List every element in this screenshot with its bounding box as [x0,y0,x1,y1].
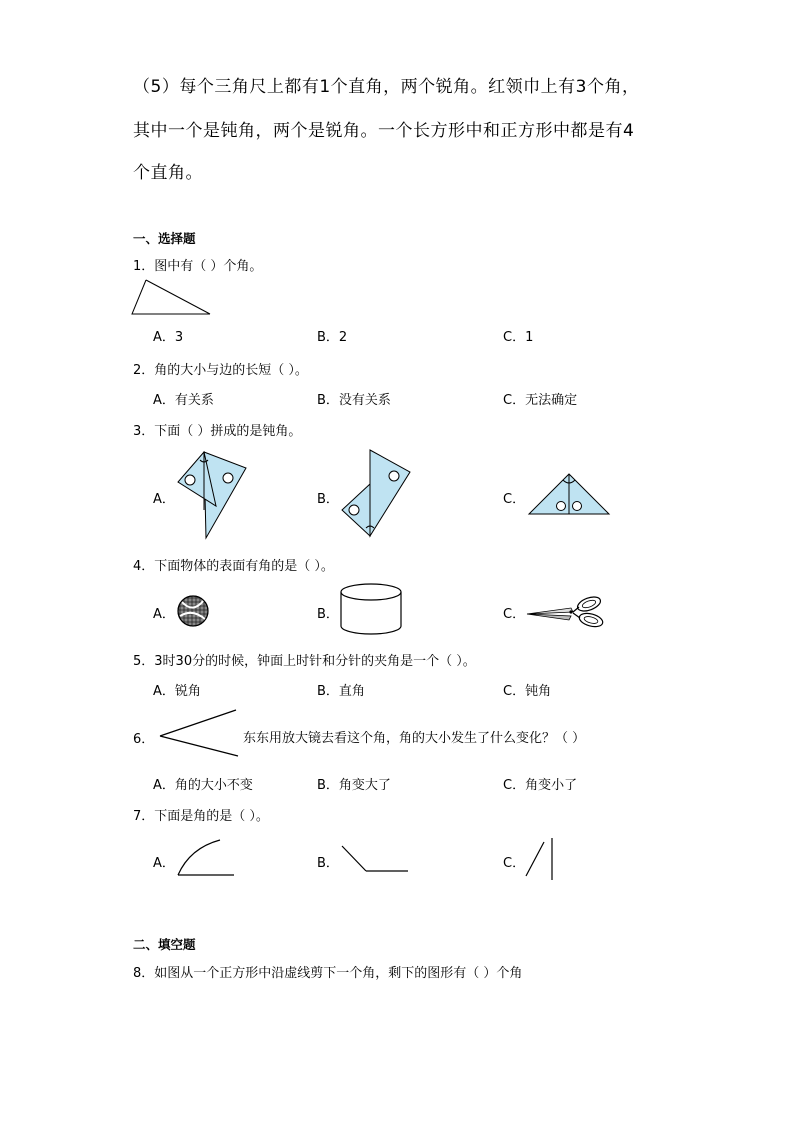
question-6-number: 6． [133,732,155,747]
q2-option-b[interactable]: B．没有关系 [317,393,391,408]
q3-option-a[interactable]: A． [153,492,175,507]
q3-figure-a-set-squares [176,450,248,540]
q7-figure-b-broken-line [340,844,410,874]
question-1-stem: 1．图中有（ ）个角。 [133,259,263,274]
question-8-stem: 8．如图从一个正方形中沿虚线剪下一个角，剩下的图形有（ ）个角 [133,966,523,981]
q3-option-b[interactable]: B． [317,492,339,507]
q5-option-c[interactable]: C．钝角 [503,684,552,699]
q7-figure-a-curve [176,838,236,878]
q2-option-a[interactable]: A．有关系 [153,393,214,408]
q4-cylinder-icon [339,582,403,638]
q6-option-b[interactable]: B．角变大了 [317,778,391,793]
q6-option-c[interactable]: C．角变小了 [503,778,578,793]
section-2-title: 二、填空题 [133,937,196,952]
q3-figure-c-set-squares [527,472,611,516]
q7-option-b[interactable]: B． [317,856,339,871]
q2-option-c[interactable]: C．无法确定 [503,393,578,408]
q1-option-c[interactable]: C．1 [503,330,534,345]
q4-option-c[interactable]: C． [503,607,526,622]
q1-triangle-figure [130,278,214,318]
q4-option-a[interactable]: A． [153,607,175,622]
q1-option-b[interactable]: B．2 [317,330,348,345]
question-4-stem: 4．下面物体的表面有角的是（ ）。 [133,559,334,574]
intro-line-3: 个直角。 [133,163,203,183]
intro-line-2: 其中一个是钝角，两个是锐角。一个长方形中和正方形中都是有4 [133,121,635,141]
q4-ball-icon [176,594,210,628]
q1-option-a[interactable]: A．3 [153,330,184,345]
intro-line-1: （5）每个三角尺上都有1个直角，两个锐角。红领巾上有3个角， [133,77,640,97]
q5-option-a[interactable]: A．锐角 [153,684,201,699]
question-6-stem: 东东用放大镜去看这个角，角的大小发生了什么变化？（ ） [243,731,586,746]
q4-option-b[interactable]: B． [317,607,339,622]
q3-figure-b-set-squares [340,448,412,540]
question-7-stem: 7．下面是角的是（ ）。 [133,809,269,824]
question-5-stem: 5．3时30分的时候，钟面上时针和分针的夹角是一个（ ）。 [133,654,476,669]
q7-figure-c-lines [524,836,558,882]
q6-option-a[interactable]: A．角的大小不变 [153,778,253,793]
q5-option-b[interactable]: B．直角 [317,684,365,699]
section-1-title: 一、选择题 [133,231,196,246]
q3-option-c[interactable]: C． [503,492,526,507]
question-2-stem: 2．角的大小与边的长短（ ）。 [133,363,308,378]
q4-scissors-icon [525,594,605,628]
q6-angle-figure [158,708,240,760]
question-3-stem: 3．下面（ ）拼成的是钝角。 [133,424,302,439]
q7-option-a[interactable]: A． [153,856,175,871]
q7-option-c[interactable]: C． [503,856,526,871]
